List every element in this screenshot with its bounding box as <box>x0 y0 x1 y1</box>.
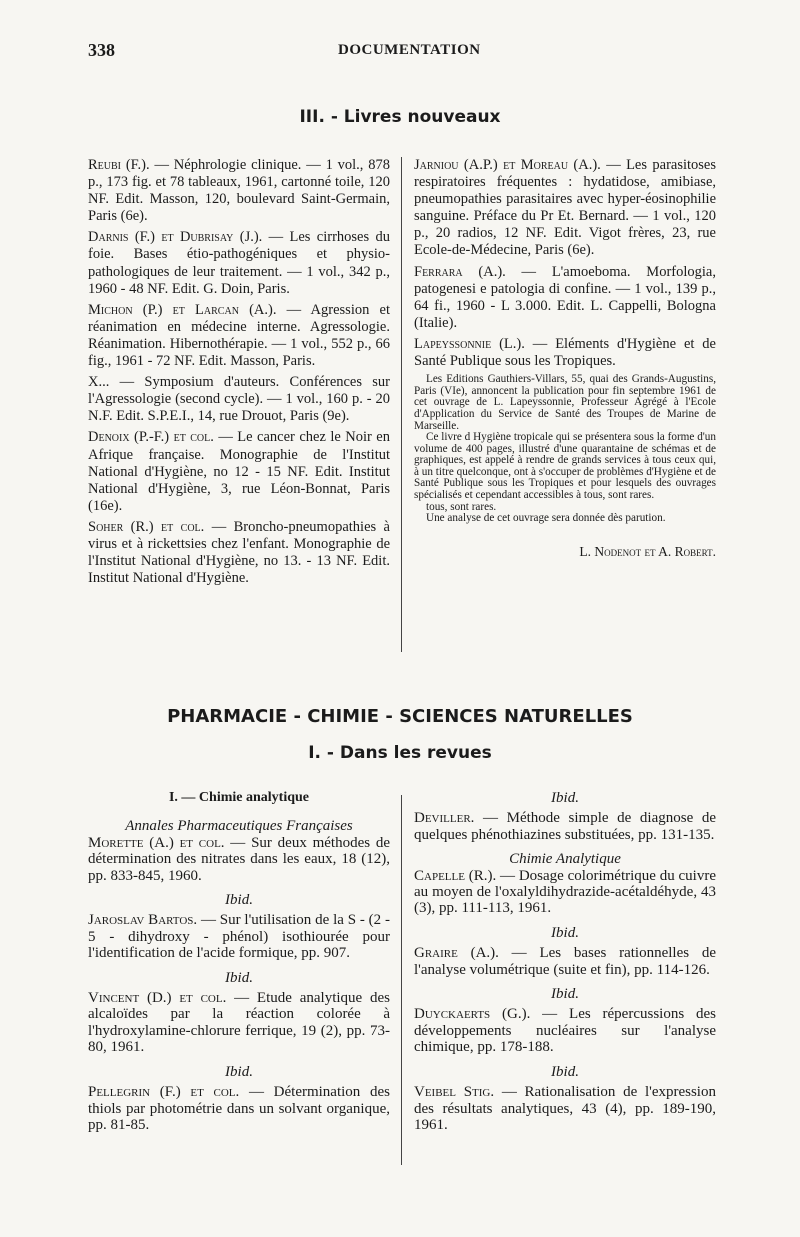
entry-author: Denoix (P.-F.) et col. <box>88 429 214 446</box>
journals-right-column <box>414 790 716 1141</box>
signature: L. Nodenot et A. Robert. <box>579 543 716 559</box>
bibliography-entry <box>414 264 716 332</box>
note-paragraph: tous, sont rares. <box>426 500 497 513</box>
entry-author: Jarniou (A.P.) et Moreau (A.). <box>414 157 601 173</box>
note-paragraph: Une analyse de cet ouvrage sera donnée dès parution. <box>426 512 666 525</box>
subsection-title: I. — Chimie analytique <box>168 790 309 805</box>
bibliography-entry <box>88 519 390 587</box>
entry-author: X... <box>88 374 110 391</box>
entry-author: Jaroslav Bartos. <box>88 912 198 929</box>
ibid-label: Ibid. <box>225 1063 253 1080</box>
note-paragraph: Les Editions Gauthiers-Villars, 55, quai des Grands-Augustins, Paris (VIe), annoncent la publication pour fin septembre 1961 de cet ouvrage de L. Lapeyssonnie, Professeur Agrégé à l'Ecole d'Application du Service de Santé des Troupes de Marine de Marseille. <box>414 373 716 432</box>
ibid-label: Ibid. <box>225 892 253 909</box>
entry-text: — L'amoeboma. Morfologia, patogenesi e patologia di confine. — 1 vol., 139 p., 64 fi., 1960 - L 3.000. Edit. L. Cappelli, Bologna (Italie). <box>414 263 716 331</box>
entry-text: — Détermination des thiols par photométrie dans un solvant organique, pp. 81-85. <box>88 1084 390 1133</box>
entry-text: — Sur l'utilisation de la S - (2 - 5 - dihydroxy - phénol) isothiourée pour l'identification de l'acide formique, pp. 907. <box>88 912 390 962</box>
bibliography-entry <box>88 835 390 884</box>
bibliography-entry <box>414 1084 716 1133</box>
ibid-label: Ibid. <box>551 924 579 941</box>
entry-author: Capelle (R.). <box>414 867 497 884</box>
entry-text: — Les cirrhoses du foie. Bases étio-pathogéniques et physio-pathologiques de leur traitement. — 1 vol., 342 p., 1960 - 48 NF. Edit. G. Doin, Paris. <box>88 229 390 297</box>
ibid-label: Ibid. <box>225 969 253 986</box>
note-paragraph: Ce livre d Hygiène tropicale qui se présentera sous la forme d'un volume de 400 pages, illustré d'une quarantaine de schémas et de graphiques, est appelé à rendre de grands services à tous ceux qui, à un titre quelconque, ont à s'occuper de problèmes d'Hygiène et de Santé Publique sous les Tropiques et pour lesquels des ouvrages spécialisés et cependant accessibles à tous, sont rares. <box>414 431 716 502</box>
entry-author: Ferrara (A.). <box>414 263 506 280</box>
bibliography-entry <box>414 336 716 370</box>
entry-author: Lapeyssonnie (L.). <box>414 335 525 352</box>
entry-text: — Etude analytique des alcaloïdes par la réaction colorée à l'hydroxylamine-chlorure ferrique, 19 (2), pp. 73-80, 1961. <box>88 990 390 1056</box>
entry-author: Reubi (F.). <box>88 157 150 173</box>
section-title-livres: III. - Livres nouveaux <box>299 107 501 127</box>
entry-text: — Néphrologie clinique. — 1 vol., 878 p., 173 fig. et 78 tableaux, 1961, cartonné toile, 120 NF. Edit. Masson, 120, boulevard Saint-Germain, Paris (6e). <box>88 157 390 225</box>
entry-author: Soher (R.) et col. <box>88 518 205 535</box>
entry-text: — Méthode simple de diagnose de quelques phénothiazines substituées, pp. 131-135. <box>414 810 716 843</box>
entry-text: — Les bases rationnelles de l'analyse volumétrique (suite et fin), pp. 114-126. <box>414 945 717 978</box>
entry-author: Graire (A.). <box>414 945 499 962</box>
bibliography-entry <box>88 374 390 425</box>
entry-text: — Sur deux méthodes de détermination des nitrates dans les eaux, 18 (12), pp. 833-845, 1960. <box>88 834 390 884</box>
entry-author: Vincent (D.) et col. <box>88 990 227 1007</box>
ibid-label: Ibid. <box>551 1063 579 1080</box>
entry-text: — Les parasitoses respiratoires fréquentes : hydatidose, amibiase, pneumopathies parasitaires avec hyper-éosinophilie sanguine. Préface du Pr Et. Bernard. — 1 vol., 120 p., 20 radios, 12 NF. Edit. Vigot frères, 23, rue Ecole-de-Médecine, Paris (6e). <box>414 157 717 259</box>
bibliography-entry <box>414 157 716 260</box>
bibliography-entry <box>88 912 390 961</box>
entry-text: — Dosage colorimétrique du cuivre au moyen de l'oxalyldihydrazide-acétaldéhyde, 43 (3), pp. 111-113, 1961. <box>414 867 716 917</box>
entry-author: Deviller. <box>414 810 475 827</box>
bibliography-entry <box>414 868 716 917</box>
section-title-revues: I. - Dans les revues <box>308 743 492 763</box>
entry-text: — Eléments d'Hygiène et de Santé Publique sous les Tropiques. <box>414 335 716 370</box>
bibliography-entry <box>88 990 390 1056</box>
bibliography-entry <box>88 1084 390 1133</box>
column-divider-lower <box>401 795 402 1165</box>
section-title-pharmacie: PHARMACIE - CHIMIE - SCIENCES NATURELLES <box>167 706 633 727</box>
bibliography-entry <box>88 157 390 225</box>
bibliography-entry <box>414 810 716 843</box>
running-head: DOCUMENTATION <box>338 42 481 58</box>
entry-text: — Agression et réanimation en médecine interne. Agressologie. Réanimation. Hibernothérapie. — 1 vol., 552 p., 66 fig., 1961 - 72 NF. Edit. Masson, Paris. <box>88 301 390 370</box>
bibliography-entry <box>88 429 390 514</box>
publisher-note <box>414 374 716 525</box>
books-left-column <box>88 157 390 591</box>
journal-title: Chimie Analytique <box>509 851 621 868</box>
entry-text: — Broncho-pneumopathies à virus et à rickettsies chez l'enfant. Monographie de l'Institut National d'Hygiène, no 13. - 13 NF. Edit. Institut National d'Hygiène. <box>88 518 390 587</box>
entry-author: Darnis (F.) et Dubrisay (J.). <box>88 229 263 246</box>
entry-author: Veibel Stig. <box>414 1084 495 1101</box>
ibid-label: Ibid. <box>551 986 579 1003</box>
journals-left-column <box>88 790 390 1141</box>
entry-text: — Les répercussions des développements nucléaires sur l'analyse chimique, pp. 178-188. <box>414 1006 717 1056</box>
books-right-column <box>414 157 716 560</box>
entry-author: Michon (P.) et Larcan (A.). <box>88 301 277 318</box>
entry-author: Morette (A.) et col. <box>88 834 225 851</box>
ibid-label: Ibid. <box>551 790 579 806</box>
bibliography-entry <box>414 945 716 978</box>
bibliography-entry <box>414 1006 716 1055</box>
bibliography-entry <box>88 302 390 370</box>
entry-text: — Le cancer chez le Noir en Afrique française. Monographie de l'Institut National d'Hygiène, no 12 - 15 NF. Edit. Institut National d'Hygiène, 3, rue Léon-Bonnat, Paris (16e). <box>88 429 390 514</box>
entry-author: Pellegrin (F.) et col. <box>88 1084 240 1101</box>
entry-author: Duyckaerts (G.). <box>414 1006 531 1023</box>
entry-text: — Rationalisation de l'expression des résultats analytiques, 43 (4), pp. 189-190, 1961. <box>414 1084 716 1133</box>
entry-text: — Symposium d'auteurs. Conférences sur l'Agressologie (second cycle). — 1 vol., 160 p. - 20 N.F. Edit. S.P.E.I., 14, rue Drouot, Paris (9e). <box>88 374 390 425</box>
bibliography-entry <box>88 229 390 297</box>
column-divider <box>401 157 402 652</box>
page-number: 338 <box>88 40 115 60</box>
journal-title: Annales Pharmaceutiques Françaises <box>125 818 353 835</box>
